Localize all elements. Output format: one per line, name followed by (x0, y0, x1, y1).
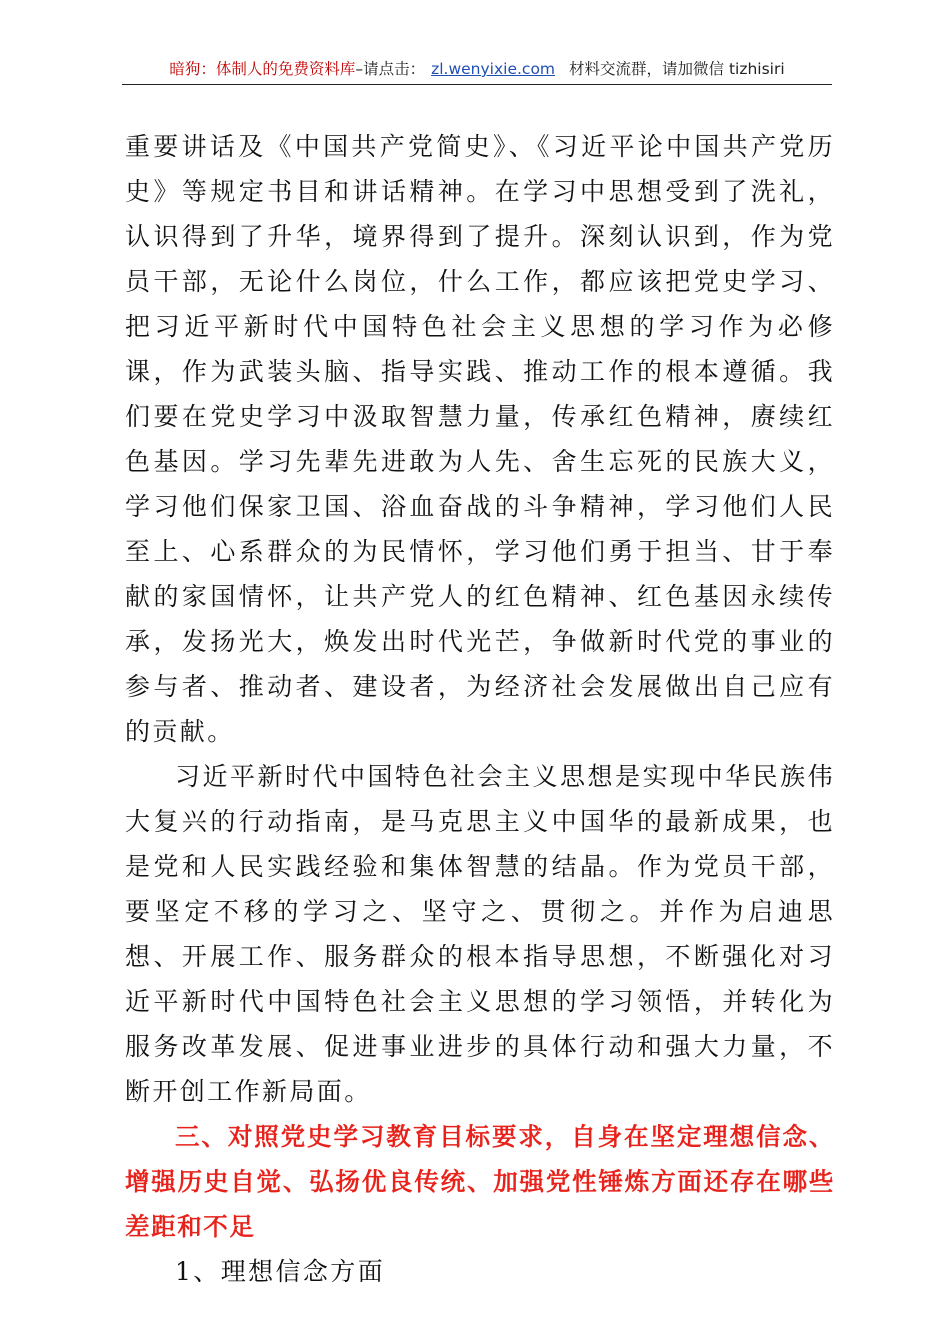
header-link[interactable]: zl.wenyixie.com (431, 60, 556, 78)
paragraph-2: 习近平新时代中国特色社会主义思想是实现中华民族伟大复兴的行动指南，是马克思主义中国华的最新成果，也是党和人民实践经验和集体智慧的结晶。作为党员干部，要坚定不移的学习之、坚守之、贯彻之。并作为启迪思想、开展工作、服务群众的根本指导思想，不断强化对习近平新时代中国特色社会主义思想的学习领悟，并转化为服务改革发展、促进事业进步的具体行动和强大力量，不断开创工作新局面。 (125, 762, 835, 1106)
document-body (125, 124, 835, 1294)
header-click-text: –请点击： (355, 60, 426, 78)
page-header (122, 58, 832, 85)
section-heading-3: 三、对照党史学习教育目标要求，自身在坚定理想信念、增强历史自觉、弘扬优良传统、加强党性锤炼方面还存在哪些差距和不足 (125, 1122, 835, 1241)
subheading-1: 1、理想信念方面 (175, 1257, 386, 1286)
paragraph-1: 重要讲话及《中国共产党简史》、《习近平论中国共产党历史》等规定书目和讲话精神。在学习中思想受到了洗礼，认识得到了升华，境界得到了提升。深刻认识到，作为党员干部，无论什么岗位，什么工作，都应该把党史学习、把习近平新时代中国特色社会主义思想的学习作为必修课，作为武装头脑、指导实践、推动工作的根本遵循。我们要在党史学习中汲取智慧力量，传承红色精神，赓续红色基因。学习先辈先进敢为人先、舍生忘死的民族大义，学习他们保家卫国、浴血奋战的斗争精神，学习他们人民至上、心系群众的为民情怀，学习他们勇于担当、甘于奉献的家国情怀，让共产党人的红色精神、红色基因永续传承，发扬光大，焕发出时代光芒，争做新时代党的事业的参与者、推动者、建设者，为经济社会发展做出自己应有的贡献。 (125, 132, 835, 746)
header-wechat: 材料交流群，请加微信 tizhisiri (569, 60, 785, 78)
header-prefix: 暗狗：体制人的免费资料库 (169, 60, 356, 78)
